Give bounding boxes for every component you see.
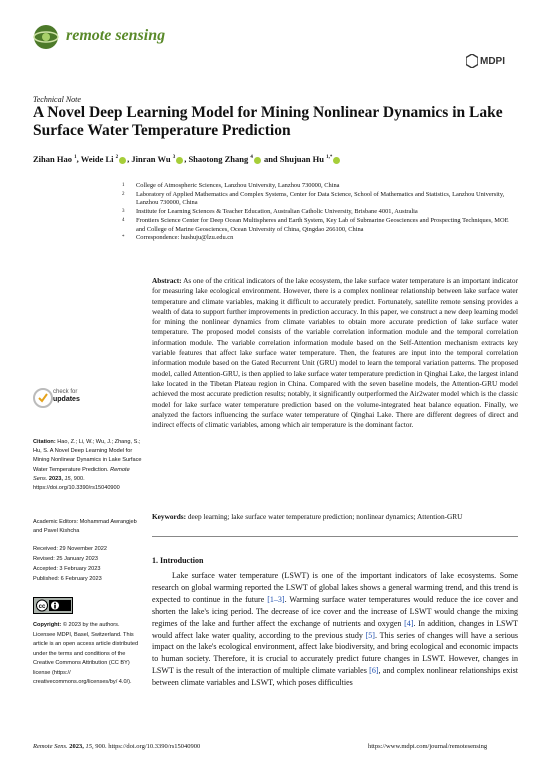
affiliation-item — [122, 234, 517, 243]
citation-year: 2023, — [48, 475, 63, 482]
accepted-date: Accepted: 3 February 2023 — [33, 565, 101, 572]
citation-link[interactable]: [6] — [369, 666, 379, 676]
check-for-updates-line1: check for — [53, 389, 78, 395]
publication-dates — [33, 545, 143, 585]
footer-journal: Remote Sens. — [33, 743, 68, 750]
keywords-text: deep learning; lake surface water temperature prediction; nonlinear dynamics; Attention-GRU — [187, 512, 463, 521]
mdpi-logo — [466, 54, 505, 68]
affiliation-item — [122, 191, 517, 208]
footer-journal-url[interactable]: https://www.mdpi.com/journal/remotesensing — [368, 743, 488, 750]
citation-link[interactable]: [1–3] — [267, 594, 285, 604]
body-text-segment: . In addition, changes in LSWT would affect lake water quality, according to the previous study — [152, 618, 519, 640]
journal-name: remote sensing — [66, 27, 166, 44]
citation-journal: Remote Sens. — [33, 466, 130, 482]
body-text-segment: , and complex nonlinear relationships exist between climate variables and LSWT, which poses difficulties — [152, 666, 519, 688]
citation-doi[interactable]: 900. https://doi.org/10.3390/rs15040900 — [33, 475, 120, 492]
author-affil-sup: 1 — [74, 155, 77, 161]
affiliation-number: 4 — [122, 217, 125, 223]
article-type: Technical Note — [33, 95, 81, 104]
footer-year: 2023, — [69, 743, 84, 750]
affiliation-number: 3 — [122, 209, 125, 215]
orcid-icon[interactable] — [254, 157, 261, 164]
affiliation-text: Frontiers Science Center for Deep Ocean Multispheres and Earth System, Key Lab of Submarine Geosciences and Prospecting Techniques, MOE and College of Marine Geosciences, Ocean University of China, Qingdao 266100, China — [136, 216, 509, 233]
author-name: Shujuan Hu — [279, 154, 324, 164]
footer-volume: 15, — [85, 743, 94, 750]
published-date: Published: 6 February 2023 — [33, 575, 102, 582]
body-text-segment: Lake surface water temperature (LSWT) is one of the important indicators of lake ecosystems. Some research on global warming reported the LSWT of global lakes shows a general warming trend, and this trend is expected to continue in the future — [152, 571, 518, 604]
affiliation-item — [122, 208, 517, 217]
abstract — [152, 276, 518, 430]
introduction-body — [152, 570, 518, 689]
academic-editors: Academic Editors: Mohammad Awrangjeb and Pavel Kishcha — [33, 519, 137, 535]
affiliation-number: 2 — [122, 191, 125, 197]
affiliation-item — [122, 217, 517, 234]
received-date: Received: 29 November 2022 — [33, 546, 108, 552]
citation-link[interactable]: [5] — [365, 630, 375, 640]
author-name: Jinran Wu — [131, 154, 171, 164]
correspondence-email[interactable]: Correspondence: hushuju@lzu.edu.cn — [136, 234, 234, 242]
orcid-icon[interactable] — [119, 157, 126, 164]
affiliation-text: College of Atmospheric Sciences, Lanzhou University, Lanzhou 730000, China — [136, 182, 340, 189]
footer-doi[interactable]: 900. https://doi.org/10.3390/rs15040900 — [95, 743, 201, 750]
affiliation-text: Laboratory of Applied Mathematics and Complex Systems, Center for Data Science, School of Mathematics and Statistics, Lanzhou University, Lanzhou 730000, China — [136, 190, 505, 207]
section-heading: 1. Introduction — [152, 556, 204, 565]
citation-block — [33, 438, 143, 493]
article-title: A Novel Deep Learning Model for Mining Nonlinear Dynamics in Lake Surface Water Temperature Prediction — [33, 104, 503, 139]
publisher-name: MDPI — [480, 55, 505, 67]
citation-link[interactable]: [4] — [404, 618, 414, 628]
journal-logo-icon — [33, 24, 59, 50]
affiliations — [122, 182, 517, 243]
author-name: Zihan Hao — [33, 154, 72, 164]
author-name: Weide Li — [80, 154, 114, 164]
keywords — [152, 512, 518, 521]
author-affil-sup: 2 — [115, 155, 119, 161]
footer-citation — [33, 743, 200, 750]
check-for-updates-icon[interactable] — [33, 388, 53, 408]
author-name: Shaotong Zhang — [188, 154, 249, 164]
affiliation-number: * — [122, 235, 125, 241]
cc-by-license-icon[interactable] — [33, 597, 73, 614]
check-for-updates-label[interactable] — [53, 389, 80, 403]
affiliation-number: 1 — [122, 183, 125, 188]
author-list: Zihan Hao $^1$, Weide Li $^2$ , Jinran Wu $^3$ , Shaotong Zhang $^4$ and Shujuan Hu $^{1,*}$ — [33, 154, 341, 164]
author-affil-sup: 4 — [250, 155, 253, 161]
copyright-notice — [33, 621, 143, 688]
affiliation-text: Institute for Learning Sciences & Teacher Education, Australian Catholic University, Brisbane 4001, Australia — [136, 208, 418, 216]
author-affil-sup: 1,* — [326, 155, 333, 161]
abstract-label: Abstract: — [152, 276, 182, 285]
author-affil-sup: 3 — [172, 155, 176, 161]
revised-date: Revised: 25 January 2023 — [33, 555, 98, 562]
check-for-updates-line2: updates — [53, 396, 80, 403]
abstract-text: As one of the critical indicators of the lake ecosystem, the lake surface water temperature is an important indicator for measuring lake ecological environment. However, there is a complex nonlinear relationship between lake surface water temperature and climate variables, making it difficult to accurately predict. Fortunately, satellite remote sensing provides a wealth of data to support further improvements in prediction accuracy. In this paper, we construct a new deep learning model for mining the nonlinear dynamics from climate variables to obtain more accurate prediction of lake surface water temperature. The proposed model consists of the variable correlation information module and the temporal correlation information module. The variable correlation information module based on the Self-Attention mechanism extracts key variable features that affect lake surface water temperature. Then, the features are input into the temporal correlation information module based on the Gated Recurrent Unit (GRU) model to learn the temporal variation patterns. The proposed model, called Attention-GRU, is then applied to lake surface water temperature prediction in Qinghai Lake, the largest inland lake located in the Tibetan Plateau region in China. Compared with the seven baseline models, the Attention-GRU model achieved the most accurate prediction results; notably, it significantly outperformed the Air2water model which is the classic model for lake surface water temperature prediction based on the volume-integrated heat balance equation. Finally, we analyzed the factors influencing the surface water temperature of Qinghai Lake. There are different degrees of direct and indirect effects of climatic variables, among which air temperature is the dominant factor. — [152, 276, 518, 430]
orcid-icon[interactable] — [333, 157, 340, 164]
citation-text: Hao, Z.; Li, W.; Wu, J.; Zhang, S.; Hu, S. A Novel Deep Learning Model for Mining Nonlinear Dynamics in Lake Surface Water Temperature Prediction. — [33, 439, 142, 473]
keywords-label: Keywords: — [152, 512, 187, 521]
citation-label: Citation: — [33, 439, 56, 445]
body-text-segment: . This series of changes will have a serious impact on the lake's ecological environment, affect lake biodiversity, and bring ecological and economic impacts to human society. Therefore, it is crucial to accurately predict future changes in LSWT. However, changes in LSWT is the result of the interaction of multiple climate variables — [152, 630, 518, 676]
orcid-icon[interactable] — [176, 157, 183, 164]
copyright-label: Copyright: — [33, 622, 62, 628]
citation-volume: 15, — [64, 475, 73, 482]
svg-text:cc: cc — [38, 604, 46, 610]
body-text-segment: . Warming surface water temperatures would reduce the ice cover and shorten the lake's icing period. The decrease of ice cover and the increase of LSWT would change the mixing regimes of the lake and further affect the exchange of nutrients and oxygen — [152, 594, 519, 628]
affiliation-item — [122, 182, 517, 191]
divider — [152, 536, 518, 537]
mdpi-hexagon-icon — [466, 54, 478, 68]
copyright-text: © 2023 by the authors. Licensee MDPI, Basel, Switzerland. This article is an open access article distributed under the terms and conditions of the Creative Commons Attribution (CC BY) license (https:// creativecommons.org/licenses/by/ 4.0/). — [33, 622, 139, 685]
